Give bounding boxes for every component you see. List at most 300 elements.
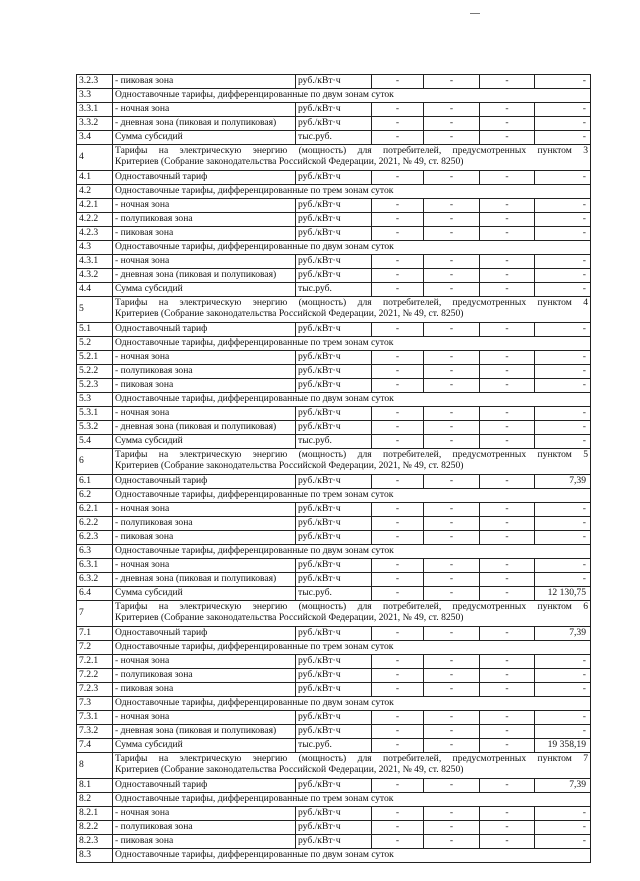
table-row	[77, 269, 591, 283]
row-number: 4.2.2	[77, 213, 113, 227]
unit-cell: руб./кВт·ч	[296, 503, 372, 517]
tariff-name: - пиковая зона	[113, 75, 296, 89]
unit-cell: руб./кВт·ч	[296, 379, 372, 393]
tariff-name: - ночная зона	[113, 503, 296, 517]
unit-cell: руб./кВт·ч	[296, 421, 372, 435]
unit-cell: руб./кВт·ч	[296, 669, 372, 683]
table-row	[77, 185, 591, 199]
table-row	[77, 297, 591, 323]
value-cell: -	[535, 199, 591, 213]
value-cell: -	[372, 655, 424, 669]
row-number: 6.2.3	[77, 531, 113, 545]
tariff-name: - пиковая зона	[113, 683, 296, 697]
tariff-name: - ночная зона	[113, 407, 296, 421]
unit-cell: руб./кВт·ч	[296, 407, 372, 421]
table-row	[77, 641, 591, 655]
unit-cell: руб./кВт·ч	[296, 835, 372, 849]
unit-cell: руб./кВт·ч	[296, 213, 372, 227]
row-number: 6.3.1	[77, 559, 113, 573]
value-cell: -	[424, 587, 480, 601]
row-number: 7	[77, 601, 113, 627]
value-cell: -	[424, 531, 480, 545]
table-row	[77, 199, 591, 213]
row-number: 3.3.2	[77, 117, 113, 131]
unit-cell: тыс.руб.	[296, 435, 372, 449]
section-description	[113, 601, 591, 627]
unit-cell: руб./кВт·ч	[296, 255, 372, 269]
row-number: 4.1	[77, 171, 113, 185]
subsection-title: Одноставочные тарифы, дифференцированные по двум зонам суток	[113, 241, 591, 255]
row-number: 7.2	[77, 641, 113, 655]
table-row	[77, 573, 591, 587]
tariff-name: Сумма субсидий	[113, 283, 296, 297]
value-cell: -	[535, 559, 591, 573]
value-cell: -	[372, 587, 424, 601]
tariff-name: Сумма субсидий	[113, 131, 296, 145]
subsection-title: Одноставочные тарифы, дифференцированные по трем зонам суток	[113, 489, 591, 503]
row-number: 4	[77, 145, 113, 171]
table-row	[77, 103, 591, 117]
value-cell: -	[480, 835, 535, 849]
row-number: 7.2.3	[77, 683, 113, 697]
value-cell: -	[424, 103, 480, 117]
value-cell: -	[480, 573, 535, 587]
tariff-name: Сумма субсидий	[113, 435, 296, 449]
value-cell: -	[480, 75, 535, 89]
row-number: 3.4	[77, 131, 113, 145]
tariff-name: - полупиковая зона	[113, 517, 296, 531]
row-number: 4.3.1	[77, 255, 113, 269]
tariff-name: - ночная зона	[113, 807, 296, 821]
value-cell: -	[424, 517, 480, 531]
value-cell: -	[480, 711, 535, 725]
row-number: 3.3.1	[77, 103, 113, 117]
tariff-name: Сумма субсидий	[113, 739, 296, 753]
table-row	[77, 89, 591, 103]
value-cell: -	[424, 559, 480, 573]
table-row	[77, 435, 591, 449]
value-cell: -	[372, 131, 424, 145]
value-cell: -	[535, 711, 591, 725]
tariff-name: - ночная зона	[113, 559, 296, 573]
value-cell: -	[535, 669, 591, 683]
row-number: 4.2.1	[77, 199, 113, 213]
table-row	[77, 779, 591, 793]
tariff-name: - ночная зона	[113, 255, 296, 269]
value-cell: -	[424, 283, 480, 297]
value-cell: -	[372, 323, 424, 337]
table-row	[77, 475, 591, 489]
row-number: 7.3.1	[77, 711, 113, 725]
value-cell: -	[535, 683, 591, 697]
value-cell: -	[424, 573, 480, 587]
table-row	[77, 849, 591, 863]
row-number: 5.1	[77, 323, 113, 337]
value-cell: -	[424, 725, 480, 739]
value-cell: -	[372, 559, 424, 573]
unit-cell: руб./кВт·ч	[296, 75, 372, 89]
value-cell: -	[424, 131, 480, 145]
tariff-name: Одноставочный тариф	[113, 171, 296, 185]
row-number: 6.2.2	[77, 517, 113, 531]
row-number: 7.4	[77, 739, 113, 753]
tariff-name: - ночная зона	[113, 199, 296, 213]
row-number: 8.3	[77, 849, 113, 863]
value-cell: -	[480, 517, 535, 531]
tariff-name: - дневная зона (пиковая и полупиковая)	[113, 269, 296, 283]
value-cell: -	[424, 503, 480, 517]
tariff-name: - дневная зона (пиковая и полупиковая)	[113, 117, 296, 131]
subsection-title: Одноставочные тарифы, дифференцированные по двум зонам суток	[113, 89, 591, 103]
unit-cell: руб./кВт·ч	[296, 199, 372, 213]
value-cell: -	[424, 835, 480, 849]
value-cell: -	[535, 835, 591, 849]
value-cell: -	[480, 227, 535, 241]
unit-cell: руб./кВт·ч	[296, 323, 372, 337]
table-row	[77, 725, 591, 739]
value-cell: -	[372, 627, 424, 641]
value-cell: -	[480, 365, 535, 379]
value-cell: -	[480, 655, 535, 669]
value-cell: -	[480, 435, 535, 449]
unit-cell: тыс.руб.	[296, 587, 372, 601]
tariff-name: - полупиковая зона	[113, 365, 296, 379]
unit-cell: руб./кВт·ч	[296, 627, 372, 641]
value-cell: -	[480, 379, 535, 393]
value-cell: -	[424, 269, 480, 283]
unit-cell: руб./кВт·ч	[296, 683, 372, 697]
table-row	[77, 171, 591, 185]
value-cell: -	[480, 421, 535, 435]
row-number: 4.3	[77, 241, 113, 255]
value-cell: -	[372, 255, 424, 269]
value-cell: -	[535, 171, 591, 185]
value-cell: -	[424, 213, 480, 227]
table-row	[77, 697, 591, 711]
row-number: 5.3.1	[77, 407, 113, 421]
row-number: 6.2.1	[77, 503, 113, 517]
value-cell: -	[424, 199, 480, 213]
value-cell: -	[372, 531, 424, 545]
value-cell: -	[480, 213, 535, 227]
value-cell: -	[424, 227, 480, 241]
section-description-line: Тарифы на электрическую энергию (мощность) для потребителей, предусмотренных пунктом 4	[115, 297, 588, 308]
row-number: 7.2.2	[77, 669, 113, 683]
tariff-name: Одноставочный тариф	[113, 779, 296, 793]
table-row	[77, 241, 591, 255]
row-number: 5.3	[77, 393, 113, 407]
table-row	[77, 351, 591, 365]
row-number: 4.2	[77, 185, 113, 199]
section-description-line: Тарифы на электрическую энергию (мощность) для потребителей, предусмотренных пунктом 3	[115, 145, 588, 156]
value-cell: -	[372, 475, 424, 489]
table-row	[77, 365, 591, 379]
value-cell: -	[480, 103, 535, 117]
section-description	[113, 297, 591, 323]
value-cell: -	[480, 559, 535, 573]
value-cell: -	[372, 283, 424, 297]
row-number: 8.1	[77, 779, 113, 793]
value-cell: -	[535, 435, 591, 449]
value-cell: -	[424, 807, 480, 821]
section-description-line: Тарифы на электрическую энергию (мощность) для потребителей, предусмотренных пунктом 7	[115, 753, 588, 764]
value-cell: -	[424, 475, 480, 489]
subsection-title: Одноставочные тарифы, дифференцированные по двум зонам суток	[113, 697, 591, 711]
value-cell: -	[372, 807, 424, 821]
unit-cell: тыс.руб.	[296, 283, 372, 297]
unit-cell: руб./кВт·ч	[296, 227, 372, 241]
value-cell: -	[535, 821, 591, 835]
value-cell: -	[480, 351, 535, 365]
row-number: 6.3.2	[77, 573, 113, 587]
tariff-name: - ночная зона	[113, 103, 296, 117]
subsection-title: Одноставочные тарифы, дифференцированные по трем зонам суток	[113, 337, 591, 351]
value-cell: -	[424, 739, 480, 753]
value-cell: 7,39	[535, 779, 591, 793]
table-row	[77, 559, 591, 573]
unit-cell: руб./кВт·ч	[296, 365, 372, 379]
value-cell: -	[372, 365, 424, 379]
value-cell: 7,39	[535, 627, 591, 641]
value-cell: -	[372, 669, 424, 683]
row-number: 5.3.2	[77, 421, 113, 435]
value-cell: -	[535, 725, 591, 739]
tariff-name: - полупиковая зона	[113, 213, 296, 227]
tariff-name: - дневная зона (пиковая и полупиковая)	[113, 421, 296, 435]
unit-cell: руб./кВт·ч	[296, 807, 372, 821]
value-cell: 12 130,75	[535, 587, 591, 601]
table-row	[77, 283, 591, 297]
row-number: 3.2.3	[77, 75, 113, 89]
value-cell: -	[535, 365, 591, 379]
value-cell: -	[424, 365, 480, 379]
value-cell: -	[372, 725, 424, 739]
table-row	[77, 379, 591, 393]
value-cell: -	[535, 407, 591, 421]
value-cell: -	[372, 407, 424, 421]
value-cell: -	[372, 435, 424, 449]
value-cell: -	[424, 351, 480, 365]
value-cell: -	[372, 821, 424, 835]
table-row	[77, 807, 591, 821]
row-number: 4.3.2	[77, 269, 113, 283]
table-row	[77, 503, 591, 517]
value-cell: -	[424, 683, 480, 697]
value-cell: -	[535, 379, 591, 393]
value-cell: -	[535, 531, 591, 545]
unit-cell: руб./кВт·ч	[296, 517, 372, 531]
row-number: 3.3	[77, 89, 113, 103]
table-row	[77, 407, 591, 421]
value-cell: -	[480, 807, 535, 821]
table-row	[77, 393, 591, 407]
row-number: 6.2	[77, 489, 113, 503]
value-cell: -	[424, 421, 480, 435]
unit-cell: руб./кВт·ч	[296, 531, 372, 545]
value-cell: -	[480, 503, 535, 517]
value-cell: -	[480, 669, 535, 683]
section-description-line: Критериев (Собрание законодательства Российской Федерации, 2021, № 49, ст. 8250)	[115, 307, 464, 319]
table-row	[77, 587, 591, 601]
unit-cell: тыс.руб.	[296, 739, 372, 753]
value-cell: -	[372, 103, 424, 117]
value-cell: -	[424, 669, 480, 683]
value-cell: 19 358,19	[535, 739, 591, 753]
value-cell: -	[480, 283, 535, 297]
value-cell: -	[424, 255, 480, 269]
value-cell: -	[372, 739, 424, 753]
tariff-name: Одноставочный тариф	[113, 475, 296, 489]
scan-mark	[470, 13, 480, 14]
value-cell: -	[480, 627, 535, 641]
value-cell: -	[372, 117, 424, 131]
row-number: 7.2.1	[77, 655, 113, 669]
unit-cell: тыс.руб.	[296, 131, 372, 145]
table-row	[77, 545, 591, 559]
row-number: 7.3	[77, 697, 113, 711]
value-cell: -	[535, 131, 591, 145]
tariff-name: - пиковая зона	[113, 531, 296, 545]
value-cell: -	[372, 379, 424, 393]
subsection-title: Одноставочные тарифы, дифференцированные по трем зонам суток	[113, 641, 591, 655]
value-cell: -	[424, 171, 480, 185]
unit-cell: руб./кВт·ч	[296, 573, 372, 587]
value-cell: -	[372, 351, 424, 365]
value-cell: -	[535, 503, 591, 517]
value-cell: -	[480, 171, 535, 185]
table-row	[77, 655, 591, 669]
value-cell: -	[372, 711, 424, 725]
row-number: 7.1	[77, 627, 113, 641]
table-row	[77, 627, 591, 641]
subsection-title: Одноставочные тарифы, дифференцированные по двум зонам суток	[113, 849, 591, 863]
subsection-title: Одноставочные тарифы, дифференцированные по трем зонам суток	[113, 793, 591, 807]
table-row	[77, 213, 591, 227]
value-cell: -	[535, 255, 591, 269]
value-cell: -	[480, 255, 535, 269]
value-cell: -	[480, 199, 535, 213]
table-row	[77, 601, 591, 627]
table-row	[77, 517, 591, 531]
table-row	[77, 75, 591, 89]
row-number: 6.3	[77, 545, 113, 559]
value-cell: -	[480, 683, 535, 697]
row-number: 8.2	[77, 793, 113, 807]
row-number: 7.3.2	[77, 725, 113, 739]
row-number: 6.1	[77, 475, 113, 489]
tariff-name: Сумма субсидий	[113, 587, 296, 601]
unit-cell: руб./кВт·ч	[296, 171, 372, 185]
tariff-name: - ночная зона	[113, 655, 296, 669]
value-cell: -	[424, 75, 480, 89]
value-cell: -	[424, 407, 480, 421]
value-cell: -	[535, 227, 591, 241]
section-description	[113, 449, 591, 475]
value-cell: -	[372, 171, 424, 185]
value-cell: -	[480, 269, 535, 283]
unit-cell: руб./кВт·ч	[296, 475, 372, 489]
value-cell: -	[535, 103, 591, 117]
tariff-table-body	[77, 75, 591, 863]
table-row	[77, 421, 591, 435]
value-cell: -	[372, 227, 424, 241]
tariff-name: - дневная зона (пиковая и полупиковая)	[113, 725, 296, 739]
unit-cell: руб./кВт·ч	[296, 117, 372, 131]
value-cell: -	[480, 407, 535, 421]
table-row	[77, 337, 591, 351]
value-cell: -	[424, 655, 480, 669]
unit-cell: руб./кВт·ч	[296, 821, 372, 835]
table-row	[77, 821, 591, 835]
value-cell: -	[372, 779, 424, 793]
value-cell: -	[535, 351, 591, 365]
unit-cell: руб./кВт·ч	[296, 351, 372, 365]
section-description	[113, 753, 591, 779]
table-row	[77, 449, 591, 475]
table-row	[77, 711, 591, 725]
value-cell: -	[480, 131, 535, 145]
tariff-name: Одноставочный тариф	[113, 323, 296, 337]
tariff-name: - полупиковая зона	[113, 821, 296, 835]
table-row	[77, 683, 591, 697]
value-cell: -	[372, 517, 424, 531]
table-row	[77, 227, 591, 241]
unit-cell: руб./кВт·ч	[296, 711, 372, 725]
value-cell: -	[480, 725, 535, 739]
tariff-name: - ночная зона	[113, 711, 296, 725]
table-row	[77, 753, 591, 779]
value-cell: -	[372, 199, 424, 213]
value-cell: -	[372, 269, 424, 283]
section-description	[113, 145, 591, 171]
value-cell: -	[372, 683, 424, 697]
value-cell: -	[372, 213, 424, 227]
section-description-line: Тарифы на электрическую энергию (мощность) для потребителей, предусмотренных пунктом 5	[115, 449, 588, 460]
table-row	[77, 835, 591, 849]
value-cell: -	[535, 75, 591, 89]
table-row	[77, 531, 591, 545]
row-number: 8.2.3	[77, 835, 113, 849]
unit-cell: руб./кВт·ч	[296, 269, 372, 283]
value-cell: -	[535, 421, 591, 435]
row-number: 6	[77, 449, 113, 475]
value-cell: -	[372, 573, 424, 587]
value-cell: -	[535, 323, 591, 337]
unit-cell: руб./кВт·ч	[296, 779, 372, 793]
value-cell: -	[480, 323, 535, 337]
row-number: 8	[77, 753, 113, 779]
table-row	[77, 255, 591, 269]
section-description-line: Тарифы на электрическую энергию (мощность) для потребителей, предусмотренных пунктом 6	[115, 601, 588, 612]
table-row	[77, 739, 591, 753]
section-description-line: Критериев (Собрание законодательства Российской Федерации, 2021, № 49, ст. 8250)	[115, 155, 464, 167]
row-number: 6.4	[77, 587, 113, 601]
value-cell: -	[480, 531, 535, 545]
value-cell: -	[480, 779, 535, 793]
value-cell: -	[372, 503, 424, 517]
value-cell: 7,39	[535, 475, 591, 489]
table-row	[77, 669, 591, 683]
table-row	[77, 131, 591, 145]
value-cell: -	[535, 655, 591, 669]
table-row	[77, 323, 591, 337]
row-number: 5.2.2	[77, 365, 113, 379]
value-cell: -	[480, 587, 535, 601]
section-description-line: Критериев (Собрание законодательства Российской Федерации, 2021, № 49, ст. 8250)	[115, 763, 464, 775]
value-cell: -	[535, 283, 591, 297]
tariff-name: - ночная зона	[113, 351, 296, 365]
value-cell: -	[535, 213, 591, 227]
